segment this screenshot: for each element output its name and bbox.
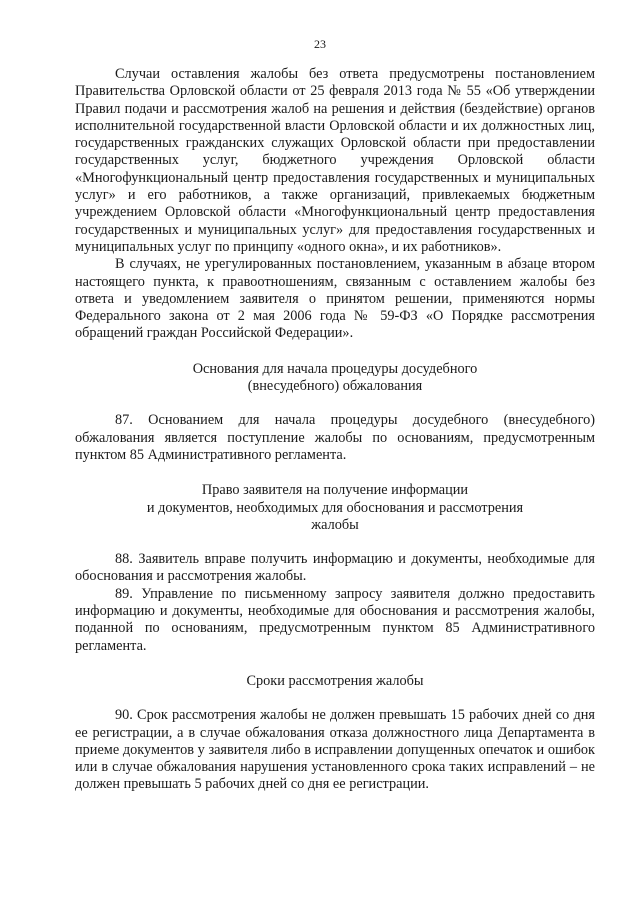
paragraph-89: 89. Управление по письменному запросу заявителя должно предоставить информацию и документы, необходимые для обоснования и рассмотрения жалобы, поданной по основаниям, предусмотренным пунктом 85 Административного регламента. [75,585,595,654]
document-body [75,66,595,794]
section-heading-line: и документов, необходимых для обоснования и рассмотрения [146,499,524,516]
section-heading-line: Основания для начала процедуры досудебного [192,360,478,377]
section-heading-line: жалобы [311,516,359,533]
paragraph-90: 90. Срок рассмотрения жалобы не должен превышать 15 рабочих дней со дня ее регистрации, а в случае обжалования отказа должностного лица Департамента в приеме документов у заявителя либо в исправлении допущенных опечаток и ошибок или в случае обжалования нарушения установленного срока таких исправлений – не должен превышать 5 рабочих дней со дня ее регистрации. [75,707,595,793]
page-number: 23 [314,37,326,51]
paragraph-complaint-cases: Случаи оставления жалобы без ответа предусмотрены постановлением Правительства Орловской области от 25 февраля 2013 года № 55 «Об утверждении Правил подачи и рассмотрения жалоб на решения и действия (бездействие) органов исполнительной государственной власти Орловской области и их должностных лиц, государственных гражданских служащих Орловской области при предоставлении государственных услуг, бюджетного учреждения Орловской области «Многофункциональный центр предоставления государственных и муниципальных услуг» и его работников, а также организаций, привлекаемых бюджетным учреждением Орловской области «Многофункциональный центр предоставления государственных и муниципальных услуг» для предоставления государственных и муниципальных услуг по принципу «одного окна», и их работников». [75,66,595,255]
paragraph-unregulated-cases: В случаях, не урегулированных постановлением, указанным в абзаце втором настоящего пункта, к правоотношениям, связанным с оставлением жалобы без ответа и уведомлением заявителя о принятом решении, применяются нормы Федерального закона от 2 мая 2006 года № 59-ФЗ «О Порядке рассмотрения обращений граждан Российской Федерации». [75,256,595,342]
section-90-heading [75,673,595,690]
section-heading-line: Сроки рассмотрения жалобы [246,672,424,689]
section-88-heading [75,482,595,534]
section-heading-line: Право заявителя на получение информации [201,482,469,499]
paragraph-87: 87. Основанием для начала процедуры досудебного (внесудебного) обжалования является поступление жалобы по основаниям, предусмотренным пунктом 85 Административного регламента. [75,412,595,463]
paragraph-88: 88. Заявитель вправе получить информацию и документы, необходимые для обоснования и рассмотрения жалобы. [75,551,595,585]
section-87-heading [75,361,595,396]
section-heading-line: (внесудебного) обжалования [247,378,423,395]
